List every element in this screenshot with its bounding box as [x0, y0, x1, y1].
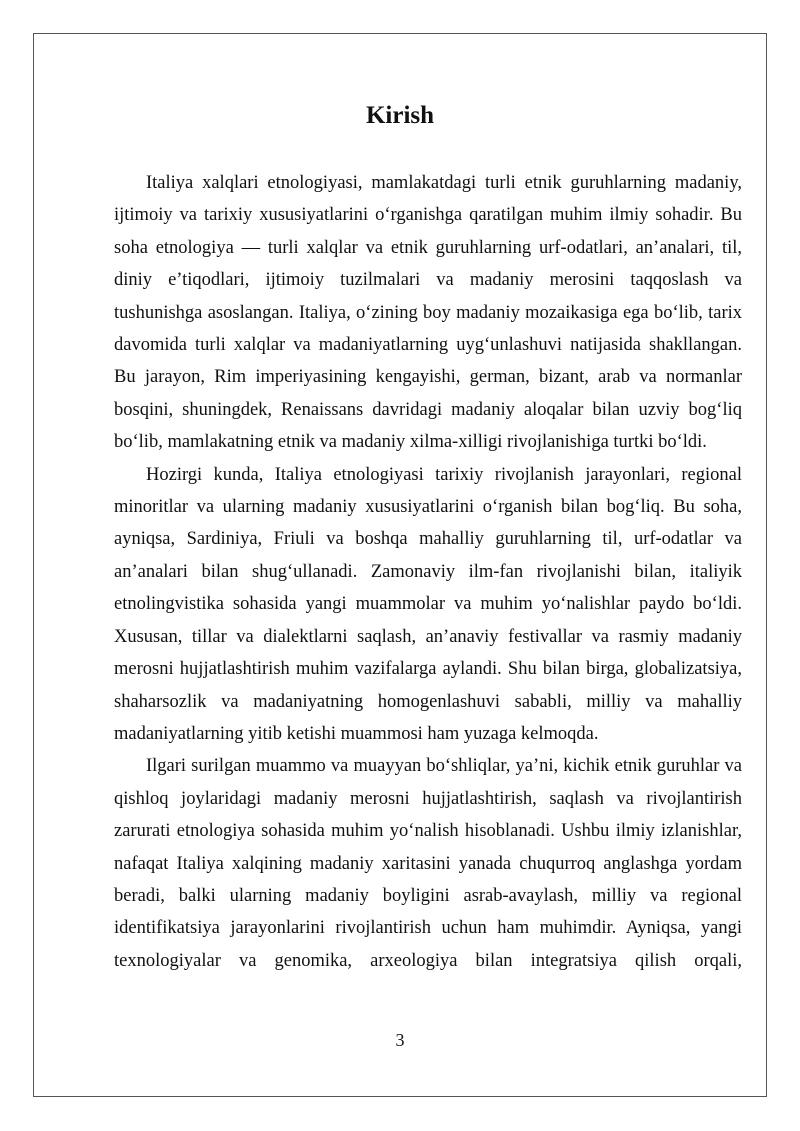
- paragraph-2: Hozirgi kunda, Italiya etnologiyasi tarixiy rivojlanish jarayonlari, regional minoritlar va ularning madaniy xususiyatlarini o‘rganish bilan bog‘liq. Bu soha, ayniqsa, Sardiniya, Friuli va boshqa mahalliy guruhlarning til, urf-odatlar va an’analari bilan shug‘ullanadi. Zamonaviy ilm-fan rivojlanishi bilan, italiyik etnolingvistika sohasida yangi muammolar va muhim yo‘nalishlar paydo bo‘ldi. Xususan, tillar va dialektlarni saqlash, an’anaviy festivallar va rasmiy madaniy merosni hujjatlashtirish muhim vazifalarga aylandi. Shu bilan birga, globalizatsiya, shaharsozlik va madaniyatning homogenlashuvi sababli, milliy va mahalliy madaniyatlarning yitib ketishi muammosi ham yuzaga kelmoqda.: [114, 464, 742, 744]
- body-text: [114, 167, 742, 977]
- page-number: 3: [395, 1030, 405, 1050]
- paragraph-3: Ilgari surilgan muammo va muayyan bo‘shliqlar, ya’ni, kichik etnik guruhlar va qishloq joylaridagi madaniy merosni hujjatlashtirish, saqlash va rivojlantirish zarurati etnologiya sohasida muhim yo‘nalish hisoblanadi. Ushbu ilmiy izlanishlar, nafaqat Italiya xalqining madaniy xaritasini yanada chuqurroq anglashga yordam beradi, balki ularning madaniy boyligini asrab-avaylash, milliy va regional identifikatsiya jarayonlarini rivojlantirish uchun ham muhimdir. Ayniqsa, yangi texnologiyalar va genomika, arxeologiya bilan integratsiya qilish orqali,: [114, 756, 742, 971]
- page-title: Kirish: [365, 102, 435, 129]
- paragraph-1: Italiya xalqlari etnologiyasi, mamlakatdagi turli etnik guruhlarning madaniy, ijtimoiy va tarixiy xususiyatlarini o‘rganishga qaratilgan muhim ilmiy sohadir. Bu soha etnologiya — turli xalqlar va etnik guruhlarning urf-odatlari, an’analari, til, diniy e’tiqodlari, ijtimoiy tuzilmalari va madaniy merosini taqqoslash va tushunishga asoslangan. Italiya, o‘zining boy madaniy mozaikasiga ega bo‘lib, tarix davomida turli xalqlar va madaniyatlarning uyg‘unlashuvi natijasida shakllangan. Bu jarayon, Rim imperiyasining kengayishi, german, bizant, arab va normanlar bosqini, shuningdek, Renaissans davridagi madaniy aloqalar bilan uzviy bog‘liq bo‘lib, mamlakatning etnik va madaniy xilma-xilligi rivojlanishiga turtki bo‘ldi.: [114, 173, 742, 453]
